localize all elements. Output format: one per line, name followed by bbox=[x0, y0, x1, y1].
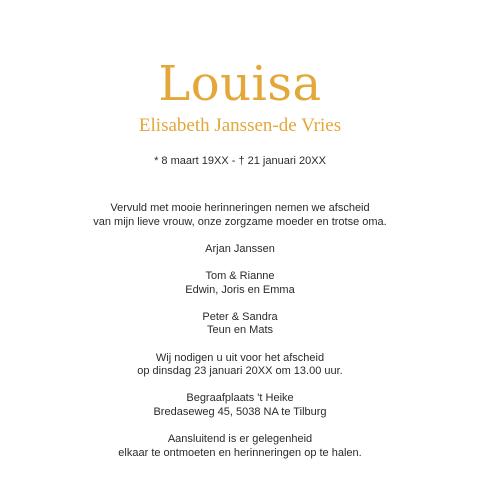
first-name-heading: Louisa bbox=[158, 56, 322, 112]
intro-block bbox=[0, 202, 480, 229]
intro-line-1: Vervuld met mooie herinneringen nemen we afscheid bbox=[110, 202, 370, 214]
family-1-children: Edwin, Joris en Emma bbox=[185, 283, 295, 296]
invitation-line-2: op dinsdag 23 januari 20XX om 13.00 uur. bbox=[137, 365, 343, 378]
family-1-parents: Tom & Rianne bbox=[205, 269, 275, 282]
family-block-1 bbox=[0, 270, 480, 297]
spouse-name: Arjan Janssen bbox=[205, 242, 275, 255]
spouse-block bbox=[0, 243, 480, 257]
location-address: Bredaseweg 45, 5038 NA te Tilburg bbox=[153, 405, 327, 418]
invitation-block bbox=[0, 352, 480, 379]
intro-line-2: van mijn lieve vrouw, onze zorgzame moeder en trotse oma. bbox=[93, 215, 387, 228]
family-2-children: Teun en Mats bbox=[206, 324, 274, 337]
closing-line-1: Aansluitend is er gelegenheid bbox=[167, 433, 313, 446]
full-name-subheading: Elisabeth Janssen-de Vries bbox=[138, 115, 342, 136]
birth-death-dates: * 8 maart 19XX - † 21 januari 20XX bbox=[154, 155, 326, 167]
location-name: Begraafplaats 't Heike bbox=[186, 392, 294, 405]
closing-block bbox=[0, 433, 480, 460]
closing-line-2: elkaar te ontmoeten en herinneringen op te halen. bbox=[118, 446, 362, 459]
location-block bbox=[0, 392, 480, 419]
family-block-2 bbox=[0, 311, 480, 338]
invitation-line-1: Wij nodigen u uit voor het afscheid bbox=[155, 351, 325, 364]
announcement-body bbox=[0, 202, 480, 474]
family-2-parents: Peter & Sandra bbox=[202, 310, 278, 323]
